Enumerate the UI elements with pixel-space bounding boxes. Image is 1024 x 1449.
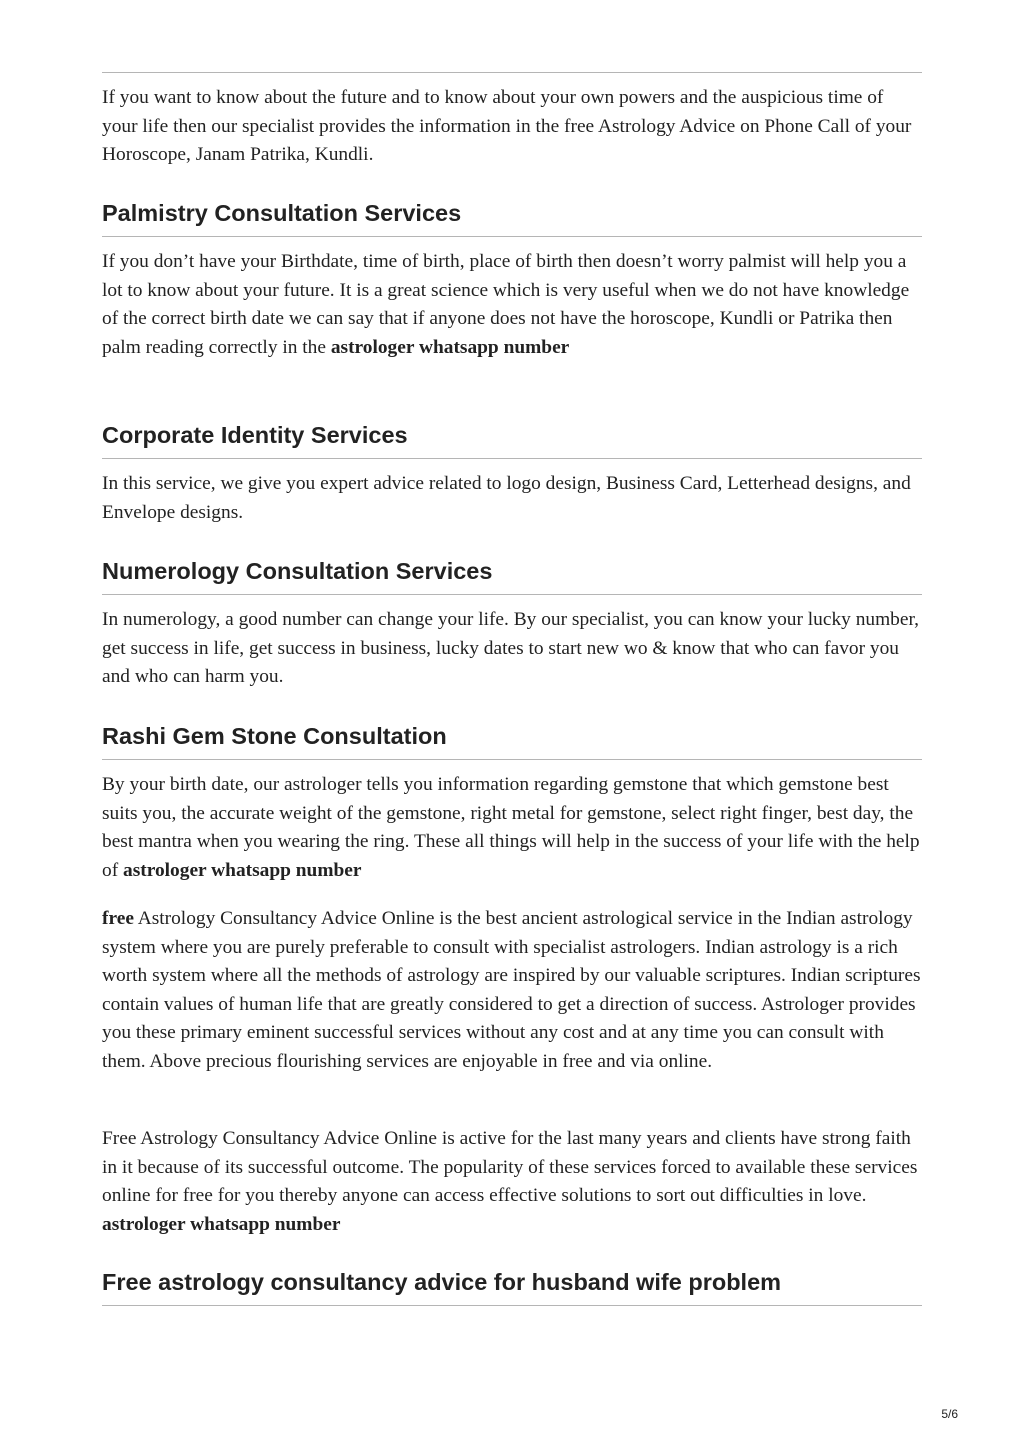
astrologer-whatsapp-link-text: astrologer whatsapp number	[123, 859, 362, 881]
section-divider	[102, 1305, 922, 1306]
gemstone-heading: Rashi Gem Stone Consultation	[102, 723, 447, 749]
corporate-paragraph: In this service, we give you expert advice related to logo design, Business Card, Letterhead designs, and Envelope designs.	[102, 473, 911, 523]
numerology-paragraph: In numerology, a good number can change your life. By our specialist, you can know your lucky number, get success in life, get success in business, lucky dates to start new wo & know that who can favor you and who can harm you.	[102, 609, 920, 687]
active-advice-paragraph: Free Astrology Consultancy Advice Online is active for the last many years and clients have strong faith in it because of its successful outcome. The popularity of these services forced to available these services online for free for you thereby anyone can access effective solutions to sort out difficulties in love. astrologer whatsapp number	[102, 1128, 918, 1235]
page-number: 5/6	[941, 1407, 958, 1421]
section-divider	[102, 759, 922, 760]
gemstone-paragraph: By your birth date, our astrologer tells you information regarding gemstone that which gemstone best suits you, the accurate weight of the gemstone, right metal for gemstone, select right finger, best day, the best mantra when you wearing the ring. These all things will help in the success of your life with the help of astrologer whatsapp number	[102, 774, 920, 881]
palmistry-paragraph: If you don’t have your Birthdate, time of birth, place of birth then doesn’t worry palmist will help you a lot to know about your future. It is a great science which is very useful when we do not have knowledge of the correct birth date we can say that if anyone does not have the horoscope, Kundli or Patrika then palm reading correctly in the astrologer whatsapp number	[102, 251, 910, 358]
section-divider	[102, 594, 922, 595]
free-advice-paragraph: free Astrology Consultancy Advice Online is the best ancient astrological service in the Indian astrology system where you are purely preferable to consult with specialist astrologers. Indian astrology is a rich worth system where all the methods of astrology are inspired by our valuable scriptures. Indian scriptures contain values of human life that are greatly considered to get a direction of success. Astrologer provides you these primary eminent successful services without any cost and at any time you can consult with them. Above precious flourishing services are enjoyable in free and via online.	[102, 908, 921, 1072]
section-divider	[102, 72, 922, 73]
numerology-heading: Numerology Consultation Services	[102, 558, 493, 584]
husband-wife-heading: Free astrology consultancy advice for husband wife problem	[102, 1269, 782, 1295]
free-bold-text: free	[102, 908, 134, 929]
section-divider	[102, 236, 922, 237]
section-divider	[102, 458, 922, 459]
astrologer-whatsapp-link-text: astrologer whatsapp number	[102, 1213, 341, 1235]
astrologer-whatsapp-link-text: astrologer whatsapp number	[330, 336, 570, 358]
corporate-heading: Corporate Identity Services	[102, 422, 408, 448]
palmistry-heading: Palmistry Consultation Services	[102, 200, 462, 226]
intro-paragraph: If you want to know about the future and to know about your own powers and the auspicious time of your life then our specialist provides the information in the free Astrology Advice on Phone Call of your Horoscope, Janam Patrika, Kundli.	[102, 87, 912, 165]
